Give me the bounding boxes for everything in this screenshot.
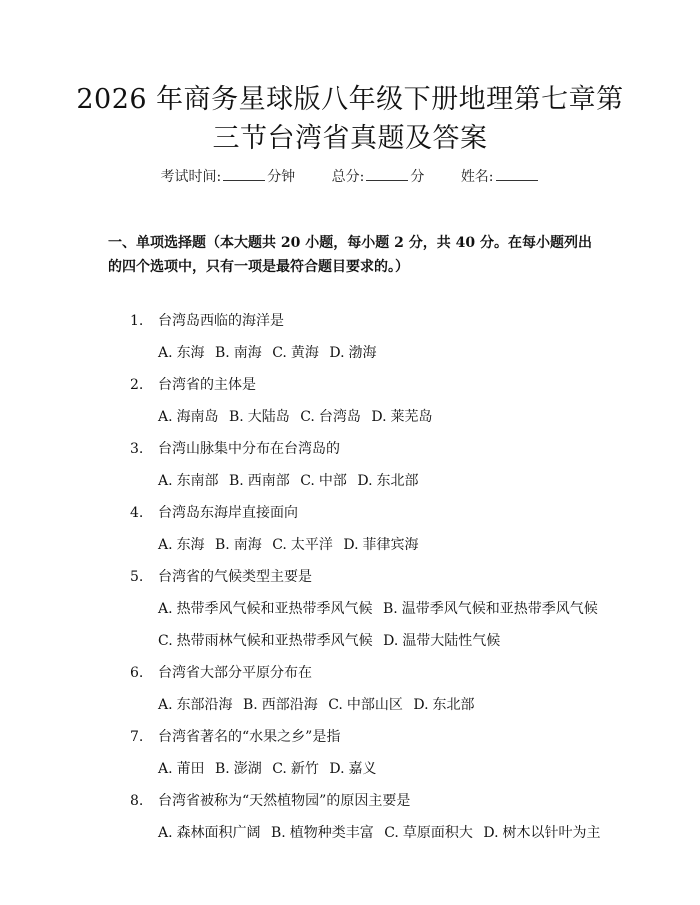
student-name-label: 姓名:: [460, 169, 494, 185]
option-letter: D.: [343, 537, 359, 553]
option-c: [300, 473, 347, 489]
option-letter: C.: [384, 825, 399, 841]
option-text: 莆田: [176, 761, 205, 777]
option-b: [383, 601, 598, 617]
exam-time-unit: 分钟: [267, 169, 296, 185]
option-text: 大陆岛: [247, 409, 290, 425]
question-number: 1.: [130, 313, 144, 329]
option-letter: B.: [215, 761, 230, 777]
question-2: [130, 375, 256, 395]
option-d: [413, 697, 474, 713]
option-text: 植物种类丰富: [289, 825, 374, 841]
option-d: [371, 409, 432, 425]
option-c: [300, 409, 361, 425]
option-a: [158, 761, 205, 777]
question-number: 8.: [130, 793, 144, 809]
option-letter: A.: [158, 537, 173, 553]
option-d: [343, 537, 418, 553]
option-letter: C.: [272, 761, 287, 777]
question-stem: 台湾山脉集中分布在台湾岛的: [158, 441, 340, 457]
option-letter: B.: [243, 697, 258, 713]
option-d: [383, 633, 500, 649]
option-text: 南海: [233, 537, 262, 553]
question-8-options: [158, 823, 607, 843]
option-a: [158, 473, 219, 489]
option-text: 台湾岛: [318, 409, 361, 425]
exam-info-bar: [0, 167, 700, 187]
option-letter: B.: [383, 601, 398, 617]
option-b: [215, 345, 262, 361]
option-b: [215, 761, 262, 777]
option-c: [328, 697, 403, 713]
student-name-blank: [496, 168, 538, 181]
option-text: 渤海: [348, 345, 377, 361]
option-text: 西部沿海: [261, 697, 318, 713]
option-text: 东海: [176, 345, 205, 361]
option-letter: A.: [158, 761, 173, 777]
option-d: [357, 473, 418, 489]
option-text: 澎湖: [233, 761, 262, 777]
option-letter: A.: [158, 409, 173, 425]
option-text: 莱芜岛: [390, 409, 433, 425]
question-1-options: [158, 343, 383, 363]
option-letter: A.: [158, 697, 173, 713]
option-text: 热带季风气候和亚热带季风气候: [176, 601, 373, 617]
option-letter: A.: [158, 473, 173, 489]
question-number: 5.: [130, 569, 144, 585]
option-a: [158, 409, 219, 425]
option-letter: D.: [357, 473, 373, 489]
question-6: [130, 663, 312, 683]
option-a: [158, 537, 205, 553]
option-d: [483, 825, 600, 841]
option-c: [158, 633, 373, 649]
option-text: 西南部: [247, 473, 290, 489]
option-text: 嘉义: [348, 761, 377, 777]
total-score-label: 总分:: [331, 169, 365, 185]
option-letter: A.: [158, 345, 173, 361]
option-text: 南海: [233, 345, 262, 361]
option-letter: A.: [158, 825, 173, 841]
option-a: [158, 825, 261, 841]
question-number: 2.: [130, 377, 144, 393]
option-d: [329, 345, 376, 361]
question-stem: 台湾省的主体是: [158, 377, 256, 393]
option-a: [158, 601, 373, 617]
option-b: [215, 537, 262, 553]
option-text: 草原面积大: [402, 825, 473, 841]
option-text: 中部: [318, 473, 347, 489]
option-letter: C.: [272, 537, 287, 553]
question-3: [130, 439, 340, 459]
option-letter: B.: [271, 825, 286, 841]
option-text: 东南部: [176, 473, 219, 489]
question-3-options: [158, 471, 425, 491]
option-a: [158, 345, 205, 361]
exam-time-label: 考试时间:: [160, 169, 222, 185]
option-text: 热带雨林气候和亚热带季风气候: [176, 633, 373, 649]
option-c: [272, 345, 319, 361]
total-score-blank: [366, 168, 408, 181]
total-score-unit: 分: [410, 169, 425, 185]
question-6-options: [158, 695, 481, 715]
option-text: 太平洋: [290, 537, 333, 553]
option-b: [243, 697, 318, 713]
question-7: [130, 727, 340, 747]
option-letter: B.: [215, 537, 230, 553]
question-stem: 台湾省的气候类型主要是: [158, 569, 312, 585]
option-text: 温带大陆性气候: [402, 633, 501, 649]
question-5: [130, 567, 312, 587]
option-letter: B.: [215, 345, 230, 361]
option-text: 东北部: [432, 697, 475, 713]
option-text: 东海: [176, 537, 205, 553]
question-2-options: [158, 407, 439, 427]
option-text: 海南岛: [176, 409, 219, 425]
option-b: [271, 825, 374, 841]
document-title-line-2: 三节台湾省真题及答案: [212, 123, 488, 154]
option-text: 菲律宾海: [362, 537, 419, 553]
option-text: 树木以针叶为主: [502, 825, 601, 841]
question-5-options-row-2: [158, 631, 506, 651]
question-number: 6.: [130, 665, 144, 681]
document-title-line-1: 2026 年商务星球版八年级下册地理第七章第: [76, 84, 624, 115]
option-c: [272, 537, 333, 553]
option-b: [229, 409, 290, 425]
student-name-field: [461, 169, 540, 185]
option-text: 温带季风气候和亚热带季风气候: [401, 601, 598, 617]
option-a: [158, 697, 233, 713]
option-b: [229, 473, 290, 489]
option-letter: D.: [371, 409, 387, 425]
option-letter: D.: [329, 761, 345, 777]
option-d: [329, 761, 376, 777]
question-4: [130, 503, 298, 523]
question-7-options: [158, 759, 383, 779]
option-letter: B.: [229, 473, 244, 489]
total-score-field: [332, 169, 429, 185]
option-letter: C.: [272, 345, 287, 361]
question-1: [130, 311, 284, 331]
option-letter: D.: [383, 633, 399, 649]
option-text: 新竹: [290, 761, 319, 777]
question-stem: 台湾省著名的“水果之乡”是指: [158, 729, 341, 745]
option-letter: C.: [300, 473, 315, 489]
option-text: 中部山区: [346, 697, 403, 713]
option-letter: D.: [483, 825, 499, 841]
option-text: 森林面积广阔: [176, 825, 261, 841]
option-text: 东部沿海: [176, 697, 233, 713]
option-letter: C.: [328, 697, 343, 713]
question-number: 4.: [130, 505, 144, 521]
option-c: [384, 825, 473, 841]
question-number: 3.: [130, 441, 144, 457]
question-5-options-row-1: [158, 599, 604, 619]
option-letter: D.: [413, 697, 429, 713]
question-8: [130, 791, 410, 811]
question-stem: 台湾省被称为“天然植物园”的原因主要是: [158, 793, 411, 809]
option-letter: B.: [229, 409, 244, 425]
option-text: 东北部: [376, 473, 419, 489]
question-stem: 台湾岛西临的海洋是: [158, 313, 284, 329]
section-heading: 一、单项选择题（本大题共 20 小题，每小题 2 分，共 40 分。在每小题列出的四个选项中，只有一项是最符合题目要求的。）: [108, 235, 592, 275]
option-c: [272, 761, 319, 777]
option-letter: C.: [300, 409, 315, 425]
option-letter: D.: [329, 345, 345, 361]
exam-time-blank: [223, 168, 265, 181]
question-4-options: [158, 535, 425, 555]
option-text: 黄海: [290, 345, 319, 361]
exam-time-field: [160, 169, 299, 185]
option-letter: A.: [158, 601, 173, 617]
question-stem: 台湾省大部分平原分布在: [158, 665, 312, 681]
question-stem: 台湾岛东海岸直接面向: [158, 505, 298, 521]
question-number: 7.: [130, 729, 144, 745]
option-letter: C.: [158, 633, 173, 649]
